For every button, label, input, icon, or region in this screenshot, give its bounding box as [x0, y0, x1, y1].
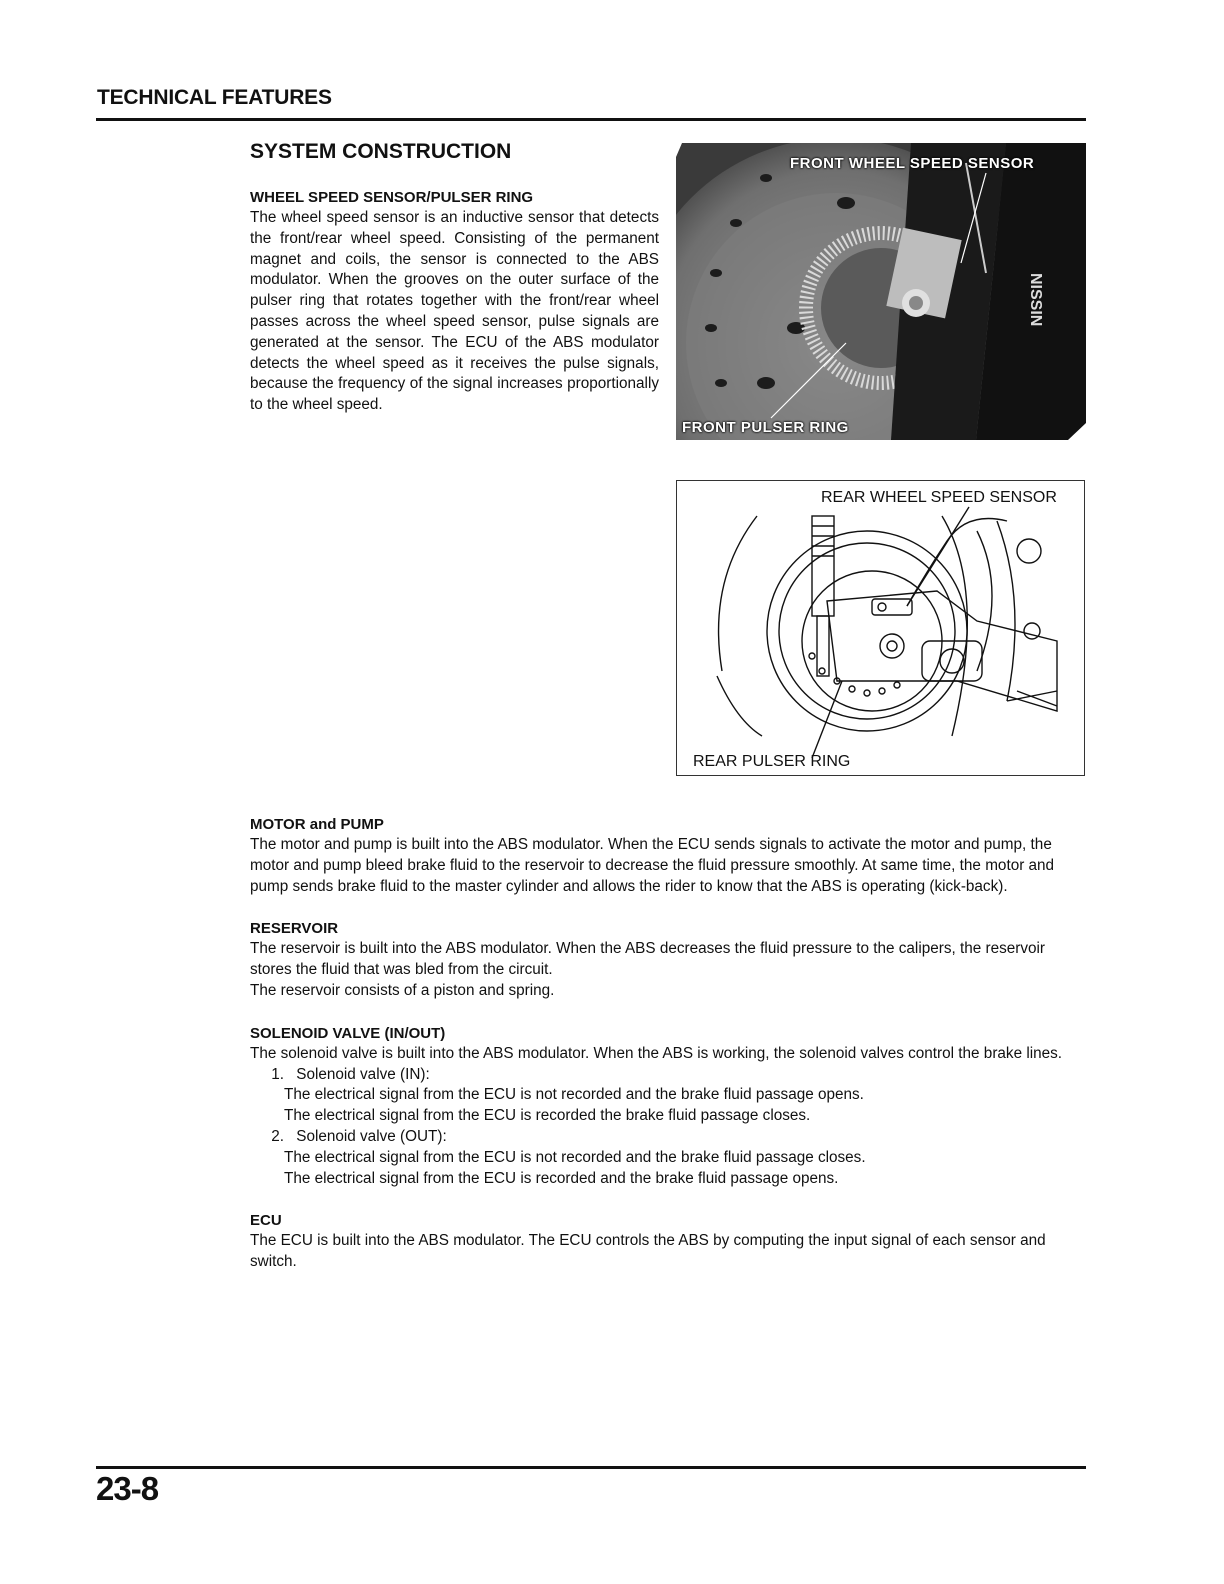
solenoid-item-2-num: 2.	[271, 1127, 284, 1145]
solenoid-item-1-line-1: The electrical signal from the ECU is not recorded and the brake fluid passage opens.	[284, 1086, 864, 1104]
motor-pump-heading: MOTOR and PUMP	[250, 816, 384, 833]
ecu-heading: ECU	[250, 1212, 282, 1230]
solenoid-item-1-num: 1.	[271, 1065, 284, 1083]
solenoid-intro: The solenoid valve is built into the ABS modulator. When the ABS is working, the solenoid valves control the brake lines.	[250, 1044, 1063, 1062]
solenoid-item-2-label: Solenoid valve (OUT):	[296, 1127, 447, 1145]
reservoir-heading: RESERVOIR	[250, 920, 339, 938]
lower-sections	[250, 814, 1090, 1273]
header-title: TECHNICAL FEATURES	[97, 86, 332, 109]
solenoid-item-2-line-1: The electrical signal from the ECU is not recorded and the brake fluid passage closes.	[284, 1148, 866, 1166]
page-number: 23-8	[96, 1470, 159, 1507]
wheel-sensor-heading: WHEEL SPEED SENSOR/PULSER RING	[250, 189, 534, 206]
front-wheel-speed-sensor-label: FRONT WHEEL SPEED SENSOR	[790, 155, 1035, 172]
rear-wheel-figure	[676, 480, 1085, 776]
rear-pulser-ring-label: REAR PULSER RING	[693, 753, 851, 770]
rear-wheel-drawing	[677, 481, 1083, 774]
solenoid-item-1-title	[250, 1065, 1090, 1086]
front-wheel-illustration	[676, 143, 1086, 440]
header-rule	[96, 118, 1086, 121]
solenoid-item-2-line-2: The electrical signal from the ECU is recorded and the brake fluid passage opens.	[284, 1169, 839, 1187]
front-wheel-photo	[676, 143, 1086, 440]
front-pulser-ring-label: FRONT PULSER RING	[682, 419, 849, 436]
motor-pump-text: The motor and pump is built into the ABS modulator. When the ECU sends signals to activate the motor and pump, the motor and pump bleed brake fluid to the reservoir to decrease the fluid pressure smoothly. At same time, the motor and pump sends brake fluid to the master cylinder and allows the rider to know that the ABS is operating (kick-back).	[250, 836, 1055, 895]
brand-mark: NISSIN	[1027, 273, 1044, 327]
solenoid-item-1-label: Solenoid valve (IN):	[296, 1065, 430, 1083]
section-title: SYSTEM CONSTRUCTION	[250, 140, 512, 163]
wheel-sensor-text: The wheel speed sensor is an inductive sensor that detects the front/rear wheel speed. Consisting of the permanent magnet and coils, the sensor is connected to the ABS modulator. When the grooves on the outer surface of the pulser ring that rotates together with the front/rear wheel passes across the wheel speed sensor, pulse signals are generated at the sensor. The ECU of the ABS modulator detects the wheel speed as it receives the pulse signals, because the frequency of the signal increases proportionally to the wheel speed.	[250, 209, 659, 414]
solenoid-item-2-title	[250, 1127, 1090, 1148]
wheel-sensor-section	[250, 187, 659, 416]
solenoid-item-1-line-2: The electrical signal from the ECU is recorded the brake fluid passage closes.	[284, 1107, 811, 1125]
reservoir-text-1: The reservoir is built into the ABS modulator. When the ABS decreases the fluid pressure to the calipers, the reservoir stores the fluid that was bled from the circuit.	[250, 940, 1045, 979]
ecu-text: The ECU is built into the ABS modulator. The ECU controls the ABS by computing the input signal of each sensor and switch.	[250, 1232, 1046, 1271]
footer-rule	[96, 1466, 1086, 1469]
rear-wheel-speed-sensor-label: REAR WHEEL SPEED SENSOR	[821, 489, 1057, 506]
reservoir-text-2: The reservoir consists of a piston and spring.	[250, 981, 555, 999]
solenoid-heading: SOLENOID VALVE (IN/OUT)	[250, 1024, 446, 1042]
